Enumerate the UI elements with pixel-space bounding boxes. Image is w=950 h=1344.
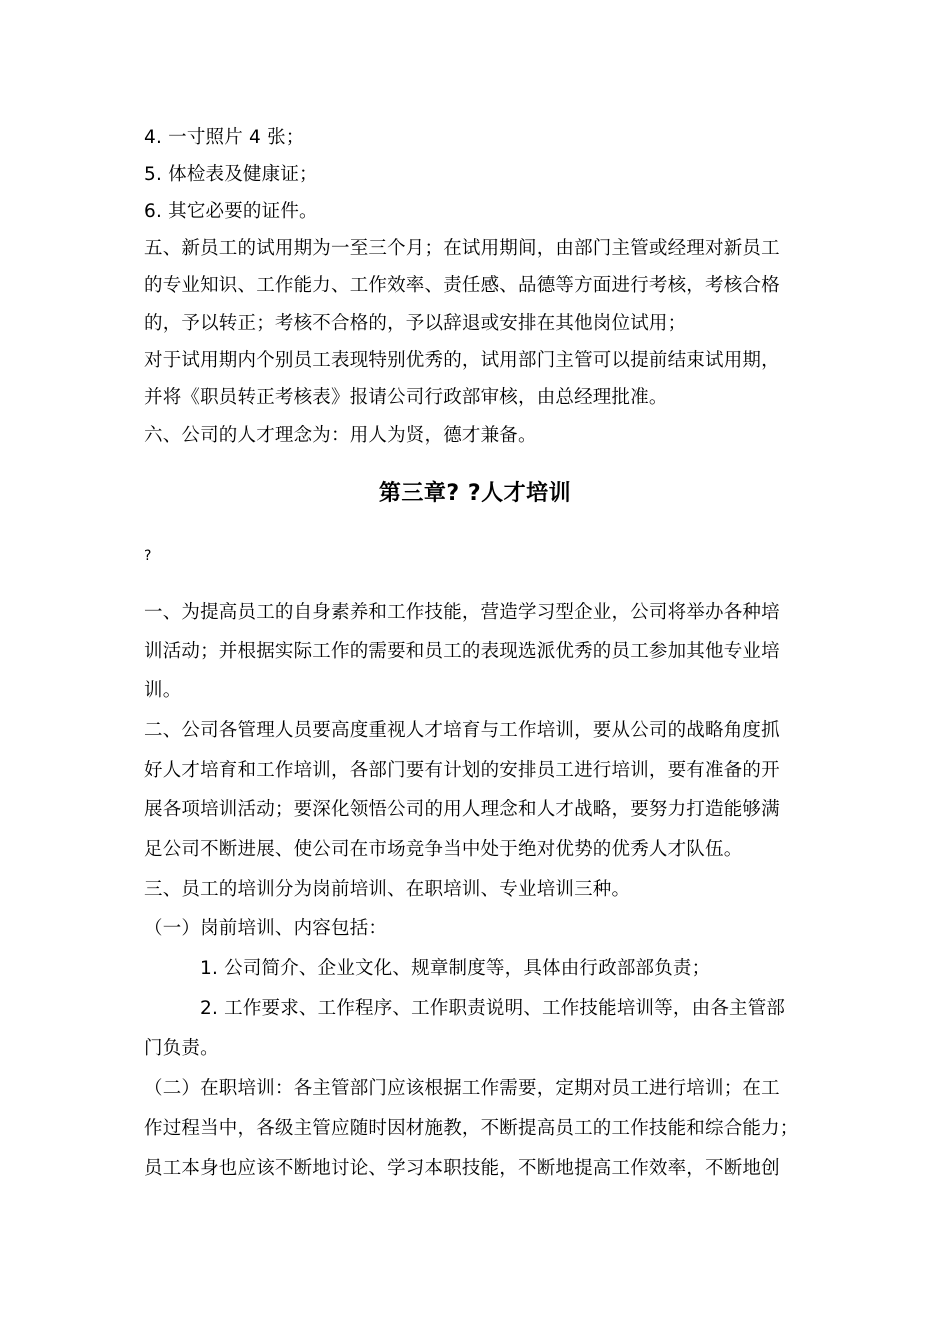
paragraph-early-end-line-1: 对于试用期内个别员工表现特别优秀的，试用部门主管可以提前结束试用期， [144,350,780,371]
paragraph-training-2-line-1: 二、公司各管理人员要高度重视人才培育与工作培训，要从公司的战略角度抓 [144,720,780,741]
list-item-health-certificate: 5. 体检表及健康证； [144,164,318,185]
subheading-pre-job-training: （一）岗前培训、内容包括： [144,918,388,939]
list-item-other-documents: 6. 其它必要的证件。 [144,201,318,222]
paragraph-early-end-line-2: 并将《职员转正考核表》报请公司行政部审核，由总经理批准。 [144,387,668,408]
paragraph-training-1-line-2: 训活动；并根据实际工作的需要和员工的表现选派优秀的员工参加其他专业培 [144,641,780,662]
paragraph-talent-concept: 六、公司的人才理念为：用人为贤，德才兼备。 [144,425,537,446]
paragraph-on-job-training-line-1: （二）在职培训：各主管部门应该根据工作需要，定期对员工进行培训；在工 [144,1078,780,1099]
list-item-company-intro: 1. 公司简介、企业文化、规章制度等，具体由行政部部负责； [200,958,711,979]
list-item-work-requirements-line-2: 门负责。 [144,1038,219,1059]
paragraph-probation-line-3: 的，予以转正；考核不合格的，予以辞退或安排在其他岗位试用； [144,313,687,334]
paragraph-training-1-line-1: 一、为提高员工的自身素养和工作技能，营造学习型企业，公司将举办各种培 [144,602,780,623]
paragraph-training-2-line-4: 足公司不断进展、使公司在市场竞争当中处于绝对优势的优秀人才队伍。 [144,839,743,860]
paragraph-on-job-training-line-2: 作过程当中，各级主管应随时因材施教，不断提高员工的工作技能和综合能力； [144,1118,799,1139]
paragraph-probation-line-2: 的专业知识、工作能力、工作效率、责任感、品德等方面进行考核，考核合格 [144,275,780,296]
paragraph-training-1-line-3: 训。 [144,680,182,701]
paragraph-training-2-line-3: 展各项培训活动；要深化领悟公司的用人理念和人才战略，要努力打造能够满 [144,799,780,820]
list-item-work-requirements-line-1: 2. 工作要求、工作程序、工作职责说明、工作技能培训等，由各主管部 [200,998,786,1019]
chapter-heading: 第三章? ?人才培训 [378,481,572,506]
paragraph-on-job-training-line-3: 员工本身也应该不断地讨论、学习本职技能，不断地提高工作效率，不断地创 [144,1158,780,1179]
paragraph-training-2-line-2: 好人才培育和工作培训，各部门要有计划的安排员工进行培训，要有准备的开 [144,760,780,781]
paragraph-probation-line-1: 五、新员工的试用期为一至三个月；在试用期间，由部门主管或经理对新员工 [144,238,780,259]
list-item-photo: 4. 一寸照片 4 张； [144,127,305,148]
paragraph-training-types: 三、员工的培训分为岗前培训、在职培训、专业培训三种。 [144,879,631,900]
placeholder-mark: ? [144,548,152,564]
